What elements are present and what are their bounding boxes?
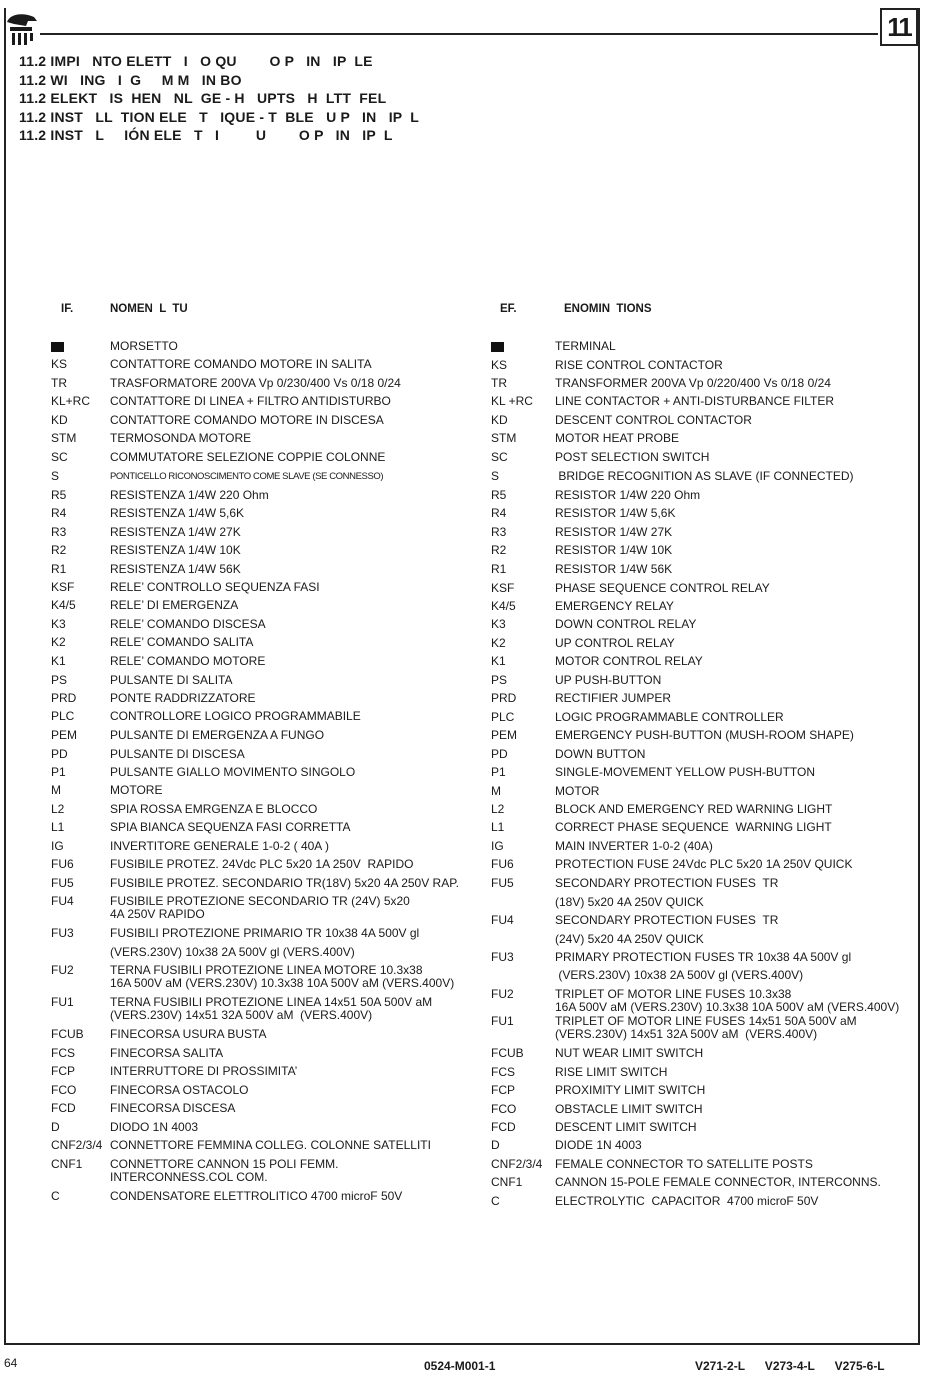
component-ref: TR (51, 376, 67, 390)
component-description: SECONDARY PROTECTION FUSES TR (555, 876, 779, 890)
component-description: RECTIFIER JUMPER (555, 691, 672, 705)
document-code: 0524-M001-1 (424, 1359, 496, 1373)
component-description: (VERS.230V) 10x38 2A 500V gl (VERS.400V) (555, 968, 804, 982)
component-description: PULSANTE GIALLO MOVIMENTO SINGOLO (110, 765, 356, 779)
right-ref-header: EF. (500, 303, 517, 315)
component-description: PULSANTE DI SALITA (110, 673, 233, 687)
component-ref: FU4 (491, 913, 514, 927)
component-ref: PEM (491, 728, 518, 742)
component-description: MOTOR CONTROL RELAY (555, 654, 703, 668)
component-ref: R2 (51, 543, 67, 557)
component-description: RELE’ COMANDO MOTORE (110, 654, 266, 668)
component-description: UP PUSH-BUTTON (555, 673, 662, 687)
component-ref: R3 (51, 525, 67, 539)
component-ref: IG (491, 839, 504, 853)
component-description: RESISTOR 1/4W 10K (555, 543, 673, 557)
component-ref: R5 (491, 488, 507, 502)
component-description: RISE LIMIT SWITCH (555, 1065, 668, 1079)
component-description: MAIN INVERTER 1-0-2 (40A) (555, 839, 713, 853)
component-description: TERNA FUSIBILI PROTEZIONE LINEA 14x51 50A 500V aM (VERS.230V) 14x51 32A 500V aM (VERS.400V) (110, 995, 433, 1022)
component-ref: FU1 (491, 1014, 514, 1028)
component-ref: FU3 (51, 926, 74, 940)
component-description: COMMUTATORE SELEZIONE COPPIE COLONNE (110, 450, 386, 464)
component-ref (491, 340, 504, 353)
component-ref: PEM (51, 728, 78, 742)
chapter-number: 11 (880, 8, 918, 46)
component-ref: M (51, 783, 61, 797)
component-ref: KL +RC (491, 394, 533, 408)
component-description: RESISTENZA 1/4W 10K (110, 543, 241, 557)
page-number: 64 (4, 1356, 18, 1370)
model-codes: V271-2-L V273-4-L V275-6-L (695, 1359, 885, 1373)
component-description: LINE CONTACTOR + ANTI-DISTURBANCE FILTER (555, 394, 835, 408)
component-description: UP CONTROL RELAY (555, 636, 675, 650)
component-ref: S (491, 469, 500, 483)
component-description: TERNA FUSIBILI PROTEZIONE LINEA MOTORE 10.3x38 16A 500V aM (VERS.230V) 10.3x38 10A 500V aM (VERS.400V) (110, 963, 455, 990)
component-ref: TR (491, 376, 507, 390)
component-ref: K4/5 (491, 599, 516, 613)
component-ref: SC (491, 450, 508, 464)
component-description: CONDENSATORE ELETTROLITICO 4700 microF 50V (110, 1189, 403, 1203)
component-description: FUSIBILE PROTEZ. SECONDARIO TR(18V) 5x20 4A 250V RAP. (110, 876, 460, 890)
component-ref: R2 (491, 543, 507, 557)
component-description: CONTATTORE DI LINEA + FILTRO ANTIDISTURBO (110, 394, 391, 408)
component-description: DIODE 1N 4003 (555, 1138, 642, 1152)
component-ref: M (491, 784, 501, 798)
component-ref: FU4 (51, 894, 74, 908)
section-title-en: 11.2 WI ING I G M M IN BO (19, 71, 242, 88)
component-description: FUSIBILI PROTEZIONE PRIMARIO TR 10x38 4A 500V gl (110, 926, 420, 940)
component-ref: PRD (491, 691, 517, 705)
component-ref: FCO (51, 1083, 77, 1097)
component-ref: K2 (51, 635, 66, 649)
component-description: PONTICELLO RICONOSCIMENTO COME SLAVE (SE CONNESSO) (110, 471, 384, 482)
component-description: MORSETTO (110, 339, 178, 353)
component-ref: FU6 (51, 857, 74, 871)
component-description: LOGIC PROGRAMMABLE CONTROLLER (555, 710, 784, 724)
component-description: RESISTOR 1/4W 5,6K (555, 506, 676, 520)
right-desc-header: ENOMIN TIONS (564, 303, 652, 315)
component-description: RESISTOR 1/4W 56K (555, 562, 673, 576)
component-description: RISE CONTROL CONTACTOR (555, 358, 723, 372)
component-description: SECONDARY PROTECTION FUSES TR (555, 913, 779, 927)
component-ref: FU6 (491, 857, 514, 871)
component-description: PROXIMITY LIMIT SWITCH (555, 1083, 706, 1097)
component-description: MOTOR HEAT PROBE (555, 431, 680, 445)
component-ref: KSF (51, 580, 75, 594)
component-ref: IG (51, 839, 64, 853)
component-ref: FU1 (51, 995, 74, 1009)
component-description: MOTOR (555, 784, 600, 798)
component-ref: FCUB (51, 1027, 84, 1041)
component-description: RESISTOR 1/4W 27K (555, 525, 673, 539)
component-description: RELE’ COMANDO DISCESA (110, 617, 266, 631)
component-description: FINECORSA SALITA (110, 1046, 224, 1060)
component-description: FEMALE CONNECTOR TO SATELLITE POSTS (555, 1157, 813, 1171)
component-description: DESCENT LIMIT SWITCH (555, 1120, 697, 1134)
left-ref-header: IF. (61, 303, 74, 315)
component-description: RESISTOR 1/4W 220 Ohm (555, 488, 701, 502)
component-description: DIODO 1N 4003 (110, 1120, 199, 1134)
component-description: (VERS.230V) 10x38 2A 500V gl (VERS.400V) (110, 945, 355, 959)
brand-logo-icon (4, 8, 40, 48)
component-description: TRANSFORMER 200VA Vp 0/220/400 Vs 0/18 0/24 (555, 376, 831, 390)
component-description: DESCENT CONTROL CONTACTOR (555, 413, 752, 427)
header-rule (40, 33, 878, 35)
component-ref: R1 (51, 562, 67, 576)
component-description: BRIDGE RECOGNITION AS SLAVE (IF CONNECTED) (555, 469, 854, 483)
component-description: FINECORSA USURA BUSTA (110, 1027, 267, 1041)
component-ref: PD (491, 747, 508, 761)
component-description: CONTROLLORE LOGICO PROGRAMMABILE (110, 709, 361, 723)
component-description: RELE’ COMANDO SALITA (110, 635, 254, 649)
component-ref: KD (491, 413, 508, 427)
component-ref: S (51, 469, 60, 483)
component-ref: FCUB (491, 1046, 524, 1060)
component-ref: FCO (491, 1102, 517, 1116)
component-ref: C (51, 1189, 60, 1203)
component-description: RELE’ CONTROLLO SEQUENZA FASI (110, 580, 320, 594)
component-ref: CNF2/3/4 (491, 1157, 543, 1171)
component-description: PULSANTE DI EMERGENZA A FUNGO (110, 728, 325, 742)
component-ref: CNF2/3/4 (51, 1138, 103, 1152)
component-ref: PS (491, 673, 508, 687)
component-description: FINECORSA DISCESA (110, 1101, 236, 1115)
component-description: EMERGENCY RELAY (555, 599, 674, 613)
component-description: PHASE SEQUENCE CONTROL RELAY (555, 581, 770, 595)
component-ref: FCP (51, 1064, 75, 1078)
component-ref: C (491, 1194, 500, 1208)
component-ref: FCP (491, 1083, 515, 1097)
component-ref: KSF (491, 581, 515, 595)
component-ref: STM (51, 431, 77, 445)
component-description: POST SELECTION SWITCH (555, 450, 710, 464)
component-description: SPIA ROSSA EMRGENZA E BLOCCO (110, 802, 318, 816)
component-ref: L1 (491, 820, 505, 834)
component-ref: FU2 (491, 987, 514, 1001)
component-ref: FCD (491, 1120, 516, 1134)
component-ref: K2 (491, 636, 506, 650)
component-description: EMERGENCY PUSH-BUTTON (MUSH-ROOM SHAPE) (555, 728, 854, 742)
component-ref: K1 (491, 654, 506, 668)
terminal-symbol-icon (51, 342, 64, 352)
component-description: RESISTENZA 1/4W 220 Ohm (110, 488, 269, 502)
component-ref: FCS (491, 1065, 515, 1079)
component-ref: L2 (491, 802, 505, 816)
component-ref: K3 (491, 617, 506, 631)
component-ref (51, 340, 64, 353)
component-description: CONTATTORE COMANDO MOTORE IN DISCESA (110, 413, 384, 427)
component-ref: K4/5 (51, 598, 76, 612)
component-description: TERMINAL (555, 339, 616, 353)
component-description: PRIMARY PROTECTION FUSES TR 10x38 4A 500V gl (555, 950, 852, 964)
component-ref: PD (51, 747, 68, 761)
component-description: RELE’ DI EMERGENZA (110, 598, 239, 612)
component-description: RESISTENZA 1/4W 5,6K (110, 506, 245, 520)
component-description: CANNON 15-POLE FEMALE CONNECTOR, INTERCONNS. (555, 1175, 881, 1189)
component-description: FUSIBILE PROTEZIONE SECONDARIO TR (24V) 5x20 4A 250V RAPIDO (110, 894, 410, 921)
component-description: SPIA BIANCA SEQUENZA FASI CORRETTA (110, 820, 351, 834)
component-ref: CNF1 (491, 1175, 523, 1189)
component-description: MOTORE (110, 783, 163, 797)
section-title-es: 11.2 INST L IÓN ELE T I U O P IN IP L (19, 127, 393, 143)
component-ref: R3 (491, 525, 507, 539)
section-title-it: 11.2 IMPI NTO ELETT I O QU O P IN IP LE (19, 53, 373, 69)
component-description: DOWN BUTTON (555, 747, 646, 761)
component-ref: K3 (51, 617, 66, 631)
component-ref: FCS (51, 1046, 75, 1060)
component-description: FUSIBILE PROTEZ. 24Vdc PLC 5x20 1A 250V RAPIDO (110, 857, 414, 871)
section-title-fr: 11.2 INST LL TION ELE T IQUE - T BLE U P IN IP L (19, 108, 419, 125)
component-description: INVERTITORE GENERALE 1-0-2 ( 40A ) (110, 839, 329, 853)
component-ref: P1 (51, 765, 66, 779)
component-description: OBSTACLE LIMIT SWITCH (555, 1102, 703, 1116)
component-description: CONNETTORE CANNON 15 POLI FEMM. INTERCONNESS.COL COM. (110, 1157, 339, 1184)
component-description: TRIPLET OF MOTOR LINE FUSES 14x51 50A 500V aM (VERS.230V) 14x51 32A 500V aM (VERS.400V) (555, 1014, 857, 1041)
component-description: RESISTENZA 1/4W 27K (110, 525, 241, 539)
section-titles (19, 52, 419, 145)
component-ref: L1 (51, 820, 65, 834)
component-description: TRIPLET OF MOTOR LINE FUSES 10.3x38 16A 500V aM (VERS.230V) 10.3x38 10A 500V aM (VERS.400V) (555, 987, 900, 1014)
component-description: PONTE RADDRIZZATORE (110, 691, 256, 705)
component-ref: PRD (51, 691, 77, 705)
component-description: (24V) 5x20 4A 250V QUICK (555, 932, 704, 946)
component-ref: PLC (491, 710, 515, 724)
section-title-de: 11.2 ELEKT IS HEN NL GE - H UPTS H LTT FEL (19, 90, 387, 106)
component-description: CONNETTORE FEMMINA COLLEG. COLONNE SATELLITI (110, 1138, 431, 1152)
component-description: PROTECTION FUSE 24Vdc PLC 5x20 1A 250V QUICK (555, 857, 853, 871)
component-ref: FU3 (491, 950, 514, 964)
component-ref: L2 (51, 802, 65, 816)
component-description: PULSANTE DI DISCESA (110, 747, 245, 761)
component-description: NUT WEAR LIMIT SWITCH (555, 1046, 704, 1060)
component-description: DOWN CONTROL RELAY (555, 617, 697, 631)
component-ref: R1 (491, 562, 507, 576)
component-description: BLOCK AND EMERGENCY RED WARNING LIGHT (555, 802, 833, 816)
component-description: ELECTROLYTIC CAPACITOR 4700 microF 50V (555, 1194, 819, 1208)
component-ref: FCD (51, 1101, 76, 1115)
component-ref: STM (491, 431, 517, 445)
component-ref: R4 (491, 506, 507, 520)
component-description: CORRECT PHASE SEQUENCE WARNING LIGHT (555, 820, 832, 834)
component-description: TERMOSONDA MOTORE (110, 431, 252, 445)
left-desc-header: NOMEN L TU (110, 303, 188, 315)
component-ref: P1 (491, 765, 506, 779)
component-ref: SC (51, 450, 68, 464)
component-description: FINECORSA OSTACOLO (110, 1083, 249, 1097)
component-ref: R5 (51, 488, 67, 502)
component-description: (18V) 5x20 4A 250V QUICK (555, 895, 704, 909)
component-ref: R4 (51, 506, 67, 520)
component-ref: KS (491, 358, 508, 372)
component-ref: KL+RC (51, 394, 91, 408)
terminal-symbol-icon (491, 342, 504, 352)
component-ref: PS (51, 673, 68, 687)
component-ref: PLC (51, 709, 75, 723)
component-ref: K1 (51, 654, 66, 668)
component-description: TRASFORMATORE 200VA Vp 0/230/400 Vs 0/18 0/24 (110, 376, 401, 390)
component-ref: FU5 (491, 876, 514, 890)
component-ref: FU5 (51, 876, 74, 890)
component-description: CONTATTORE COMANDO MOTORE IN SALITA (110, 357, 372, 371)
component-ref: KD (51, 413, 68, 427)
component-ref: FU2 (51, 963, 74, 977)
component-ref: D (491, 1138, 500, 1152)
component-description: INTERRUTTORE DI PROSSIMITA’ (110, 1064, 298, 1078)
component-ref: CNF1 (51, 1157, 83, 1171)
component-description: RESISTENZA 1/4W 56K (110, 562, 241, 576)
component-ref: D (51, 1120, 60, 1134)
component-ref: KS (51, 357, 68, 371)
component-description: SINGLE-MOVEMENT YELLOW PUSH-BUTTON (555, 765, 816, 779)
